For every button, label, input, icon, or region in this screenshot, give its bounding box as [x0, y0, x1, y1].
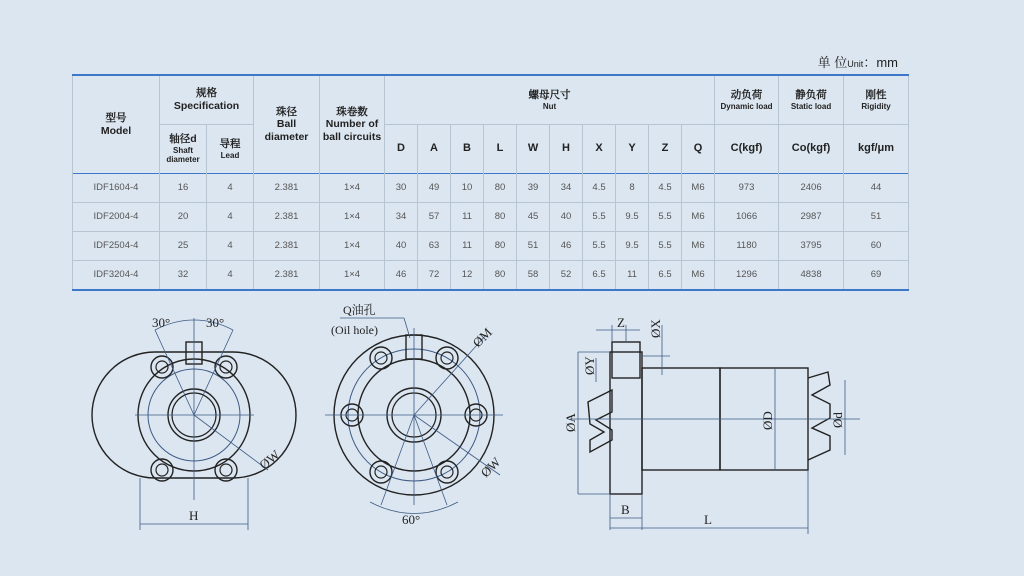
- table-cell: 46: [385, 261, 418, 291]
- angle-line: [414, 415, 447, 505]
- table-cell: 1×4: [320, 174, 385, 203]
- table-cell: 5.5: [583, 232, 616, 261]
- left-flange-view: [92, 315, 296, 530]
- table-cell: 6.5: [583, 261, 616, 291]
- table-cell: 34: [550, 174, 583, 203]
- table-cell: 1180: [715, 232, 779, 261]
- a-label: ØA: [563, 413, 578, 432]
- table-cell: 44: [844, 174, 909, 203]
- side-thread-left: [588, 390, 612, 452]
- angle-label-1: 30°: [152, 315, 171, 330]
- table-cell: 58: [517, 261, 550, 291]
- table-cell: 11: [616, 261, 649, 291]
- oil-hole-label-en: (Oil hole): [331, 323, 378, 337]
- table-cell: 2.381: [254, 261, 320, 291]
- table-cell: M6: [682, 174, 715, 203]
- table-cell: 69: [844, 261, 909, 291]
- y-label: ØY: [582, 356, 597, 375]
- side-flange: [610, 352, 642, 494]
- table-cell: 5.5: [649, 203, 682, 232]
- table-cell: 4: [207, 174, 254, 203]
- table-cell: 11: [451, 232, 484, 261]
- angle-line: [381, 415, 414, 505]
- header-circuits: 珠卷数 Number of ball circuits: [320, 75, 385, 174]
- table-cell: 4838: [779, 261, 844, 291]
- table-cell: 5.5: [649, 232, 682, 261]
- header-nut-col: H: [550, 125, 583, 174]
- header-stat-unit: Co(kgf): [779, 125, 844, 174]
- table-cell: 20: [160, 203, 207, 232]
- middle-flange-view: [325, 302, 504, 527]
- header-static: 静负荷 Static load: [779, 75, 844, 125]
- table-cell: 5.5: [583, 203, 616, 232]
- header-nut-col: A: [418, 125, 451, 174]
- table-cell: 10: [451, 174, 484, 203]
- header-nut-col: W: [517, 125, 550, 174]
- z-label: Z: [617, 315, 625, 330]
- bolt-hole: [151, 356, 173, 378]
- h-label: H: [189, 508, 199, 523]
- header-lead: 导程 Lead: [207, 125, 254, 174]
- table-cell: 30: [385, 174, 418, 203]
- table-cell: 25: [160, 232, 207, 261]
- table-cell: 34: [385, 203, 418, 232]
- table-cell: 63: [418, 232, 451, 261]
- table-cell: 2.381: [254, 174, 320, 203]
- header-spec: 规格 Specification: [160, 75, 254, 125]
- table-cell: 57: [418, 203, 451, 232]
- table-cell: IDF1604-4: [73, 174, 160, 203]
- oil-hole-label-cn: Q油孔: [343, 303, 376, 317]
- table-cell: 2.381: [254, 203, 320, 232]
- unit-value: mm: [876, 55, 898, 70]
- table-cell: 60: [844, 232, 909, 261]
- table-cell: 32: [160, 261, 207, 291]
- table-cell: 46: [550, 232, 583, 261]
- table-cell: 80: [484, 261, 517, 291]
- side-view: [563, 315, 860, 534]
- table-cell: 80: [484, 203, 517, 232]
- table-cell: 2987: [779, 203, 844, 232]
- header-nut-col: Q: [682, 125, 715, 174]
- table-cell: 1×4: [320, 261, 385, 291]
- header-nut-col: Y: [616, 125, 649, 174]
- table-cell: 80: [484, 232, 517, 261]
- header-ball: 珠径 Ball diameter: [254, 75, 320, 174]
- table-cell: M6: [682, 203, 715, 232]
- table-cell: 9.5: [616, 232, 649, 261]
- table-cell: 72: [418, 261, 451, 291]
- header-dynamic: 动负荷 Dynamic load: [715, 75, 779, 125]
- table-cell: 39: [517, 174, 550, 203]
- table-cell: 80: [484, 174, 517, 203]
- header-rig-unit: kgf/μm: [844, 125, 909, 174]
- unit-label-sep: ：: [863, 55, 877, 70]
- table-cell: 4: [207, 232, 254, 261]
- d-small-label: Ød: [830, 412, 845, 428]
- header-nut: 螺母尺寸 Nut: [385, 75, 715, 125]
- table-cell: IDF3204-4: [73, 261, 160, 291]
- w-label-mid: ØW: [477, 454, 504, 481]
- table-cell: 1×4: [320, 203, 385, 232]
- table-cell: 4.5: [649, 174, 682, 203]
- header-model: 型号 Model: [73, 75, 160, 174]
- table-cell: 11: [451, 203, 484, 232]
- header-nut-col: B: [451, 125, 484, 174]
- table-cell: 49: [418, 174, 451, 203]
- unit-label-cn: 单 位: [817, 55, 848, 70]
- table-cell: 3795: [779, 232, 844, 261]
- bolt-hole-inner: [220, 464, 232, 476]
- header-nut-col: L: [484, 125, 517, 174]
- table-cell: 4: [207, 261, 254, 291]
- side-thread-right: [808, 372, 830, 460]
- table-cell: 51: [517, 232, 550, 261]
- table-cell: 4.5: [583, 174, 616, 203]
- table-cell: IDF2004-4: [73, 203, 160, 232]
- table-cell: 2.381: [254, 232, 320, 261]
- table-cell: 1×4: [320, 232, 385, 261]
- header-shaft: 轴径d Shaft diameter: [160, 125, 207, 174]
- table-cell: 4: [207, 203, 254, 232]
- table-cell: 52: [550, 261, 583, 291]
- header-dyn-unit: C(kgf): [715, 125, 779, 174]
- table-cell: 2406: [779, 174, 844, 203]
- w-label-left: ØW: [256, 446, 283, 473]
- table-cell: IDF2504-4: [73, 232, 160, 261]
- bolt-hole: [215, 356, 237, 378]
- table-cell: 9.5: [616, 203, 649, 232]
- table-cell: 40: [550, 203, 583, 232]
- table-cell: 45: [517, 203, 550, 232]
- side-oil-boss: [612, 342, 640, 378]
- bolt-hole-inner: [156, 464, 168, 476]
- table-cell: 51: [844, 203, 909, 232]
- table-cell: 1066: [715, 203, 779, 232]
- table-cell: 6.5: [649, 261, 682, 291]
- table-cell: 40: [385, 232, 418, 261]
- table-cell: 12: [451, 261, 484, 291]
- d-label: ØD: [760, 411, 775, 430]
- unit-label-small: Unit: [847, 59, 864, 69]
- x-label: ØX: [648, 319, 663, 338]
- table-cell: 16: [160, 174, 207, 203]
- table-cell: 973: [715, 174, 779, 203]
- header-nut-col: Z: [649, 125, 682, 174]
- l-label: L: [704, 512, 712, 527]
- table-cell: M6: [682, 232, 715, 261]
- header-rigidity: 刚性 Rigidity: [844, 75, 909, 125]
- table-cell: 1296: [715, 261, 779, 291]
- m-label: ØM: [469, 324, 495, 351]
- header-nut-col: X: [583, 125, 616, 174]
- table-cell: 8: [616, 174, 649, 203]
- b-label: B: [621, 502, 630, 517]
- angle-label-2: 30°: [206, 315, 225, 330]
- header-nut-col: D: [385, 125, 418, 174]
- angle-label-mid: 60°: [402, 512, 421, 527]
- table-cell: M6: [682, 261, 715, 291]
